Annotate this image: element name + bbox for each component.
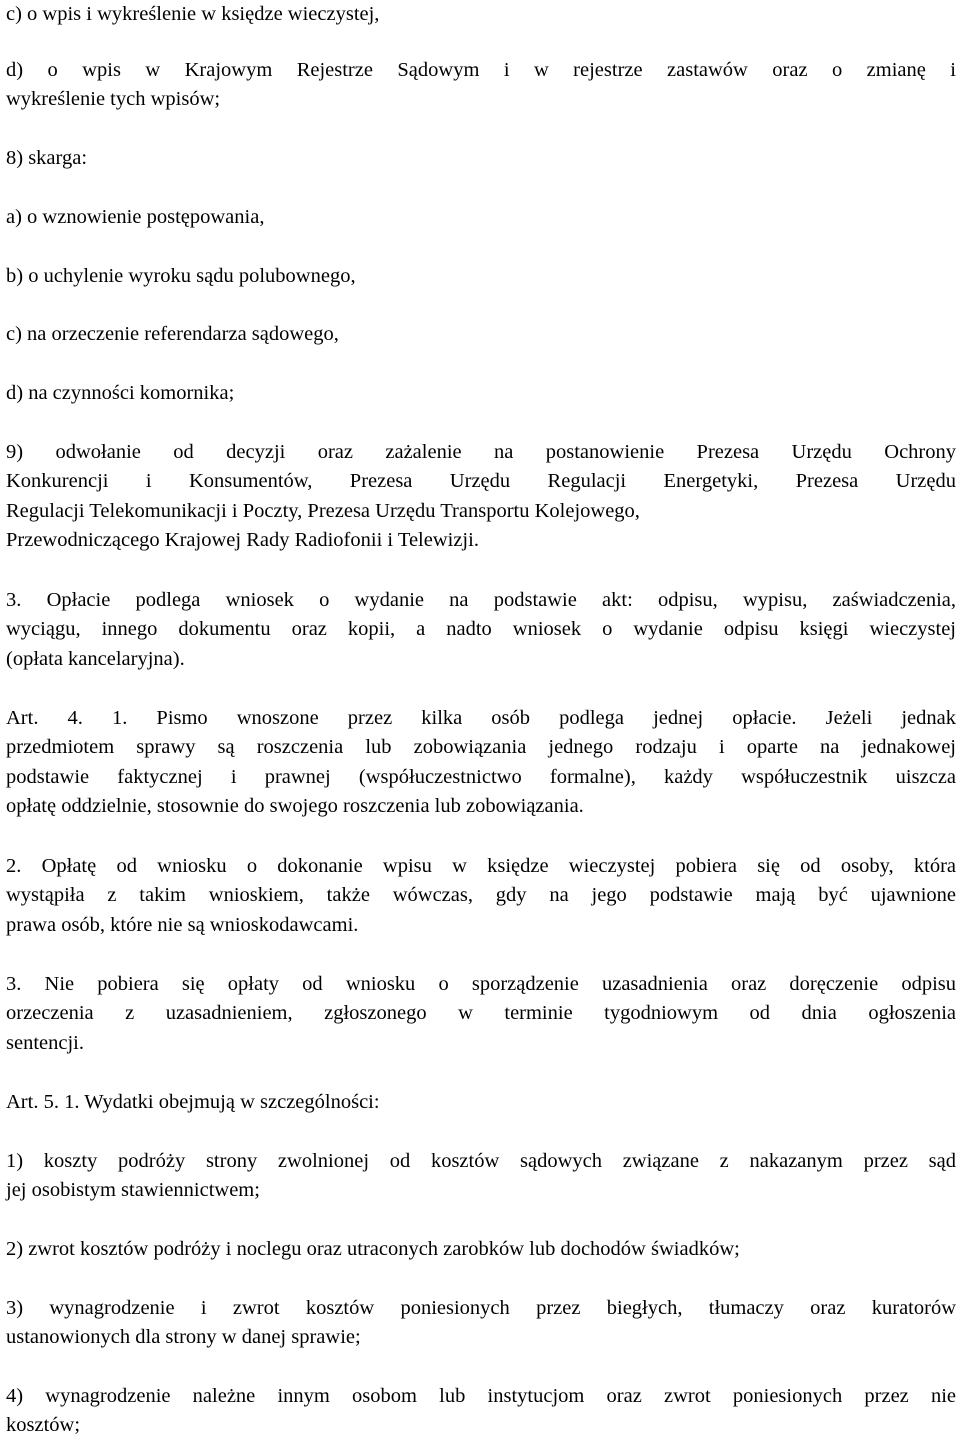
text-line: 3. Nie pobiera się opłaty od wniosku o sporządzenie uzasadnienia oraz doręczenie odpisu xyxy=(6,973,956,995)
text-line: (opłata kancelaryjna). xyxy=(6,647,185,670)
text-line: d) na czynności komornika; xyxy=(6,382,235,404)
text-line: jej osobistym stawiennictwem; xyxy=(6,1179,260,1202)
text-line: wystąpiła z takim wnioskiem, także wówczas, gdy na jego podstawie mają być ujawnione xyxy=(6,884,956,907)
paragraph-3-fee-subject xyxy=(6,586,956,674)
text-line: 8) skarga: xyxy=(6,147,88,169)
paragraph-2-land-register-fee xyxy=(6,852,956,940)
text-line: Przewodniczącego Krajowej Rady Radiofonii i Telewizji. xyxy=(6,528,479,551)
text-line: podstawie faktycznej i prawnej (współuczestnictwo formalne), każdy współuczestnik uiszcza xyxy=(6,765,956,788)
paragraph-expense-4 xyxy=(6,1382,956,1441)
text-line: wyciągu, innego dokumentu oraz kopii, a nadto wniosek o wydanie odpisu księgi wieczystej xyxy=(6,618,956,641)
text-line: Art. 5. 1. Wydatki obejmują w szczególności: xyxy=(6,1091,380,1113)
text-line: Art. 4. 1. Pismo wnoszone przez kilka osób podlega jednej opłacie. Jeżeli jednak xyxy=(6,707,956,729)
paragraph-c-land-register xyxy=(6,0,956,29)
paragraph-d-court-register xyxy=(6,56,956,115)
text-line: ustanowionych dla strony w danej sprawie; xyxy=(6,1326,361,1349)
text-line: przedmiotem sprawy są roszczenia lub zobowiązania jednego rodzaju i oparte na jednakowej xyxy=(6,736,956,759)
text-line: Konkurencji i Konsumentów, Prezesa Urzędu Regulacji Energetyki, Prezesa Urzędu xyxy=(6,470,956,493)
paragraph-expense-3 xyxy=(6,1294,956,1353)
text-line: kosztów; xyxy=(6,1414,81,1437)
paragraph-expense-2 xyxy=(6,1235,956,1264)
text-line: 2) zwrot kosztów podróży i noclegu oraz utraconych zarobków lub dochodów świadków; xyxy=(6,1238,740,1260)
paragraph-9-appeal xyxy=(6,438,956,555)
text-line: d) o wpis w Krajowym Rejestrze Sądowym i w rejestrze zastawów oraz o zmianę i xyxy=(6,59,956,81)
paragraph-d-bailiff xyxy=(6,379,956,408)
paragraph-expense-1 xyxy=(6,1147,956,1206)
text-line: a) o wznowienie postępowania, xyxy=(6,206,265,228)
text-line: prawa osób, które nie są wnioskodawcami. xyxy=(6,913,359,936)
paragraph-art-5-1 xyxy=(6,1088,956,1117)
text-line: 4) wynagrodzenie należne innym osobom lub instytucjom oraz zwrot poniesionych przez nie xyxy=(6,1385,956,1407)
text-line: orzeczenia z uzasadnieniem, zgłoszonego w terminie tygodniowym od dnia ogłoszenia xyxy=(6,1002,956,1025)
text-line: Regulacji Telekomunikacji i Poczty, Prezesa Urzędu Transportu Kolejowego, xyxy=(6,499,640,522)
text-line: 2. Opłatę od wniosku o dokonanie wpisu w księdze wieczystej pobiera się od osoby, która xyxy=(6,855,956,877)
text-line: 3. Opłacie podlega wniosek o wydanie na podstawie akt: odpisu, wypisu, zaświadczenia, xyxy=(6,589,956,611)
paragraph-b-arbitration xyxy=(6,262,956,291)
text-line: 1) koszty podróży strony zwolnionej od kosztów sądowych związane z nakazanym przez sąd xyxy=(6,1150,956,1172)
text-line: c) na orzeczenie referendarza sądowego, xyxy=(6,323,339,345)
paragraph-3-no-fee xyxy=(6,970,956,1058)
text-line: opłatę oddzielnie, stosownie do swojego roszczenia lub zobowiązania. xyxy=(6,794,584,817)
paragraph-8-complaint xyxy=(6,144,956,173)
text-line: 9) odwołanie od decyzji oraz zażalenie na postanowienie Prezesa Urzędu Ochrony xyxy=(6,441,956,463)
paragraph-c-referendary xyxy=(6,320,956,349)
text-line: sentencji. xyxy=(6,1031,84,1054)
paragraph-art-4-1 xyxy=(6,704,956,821)
text-line: c) o wpis i wykreślenie w księdze wieczystej, xyxy=(6,3,380,25)
paragraph-a-reopening xyxy=(6,203,956,232)
text-line: wykreślenie tych wpisów; xyxy=(6,88,221,111)
text-line: 3) wynagrodzenie i zwrot kosztów poniesionych przez biegłych, tłumaczy oraz kuratorów xyxy=(6,1297,956,1319)
text-line: b) o uchylenie wyroku sądu polubownego, xyxy=(6,265,356,287)
